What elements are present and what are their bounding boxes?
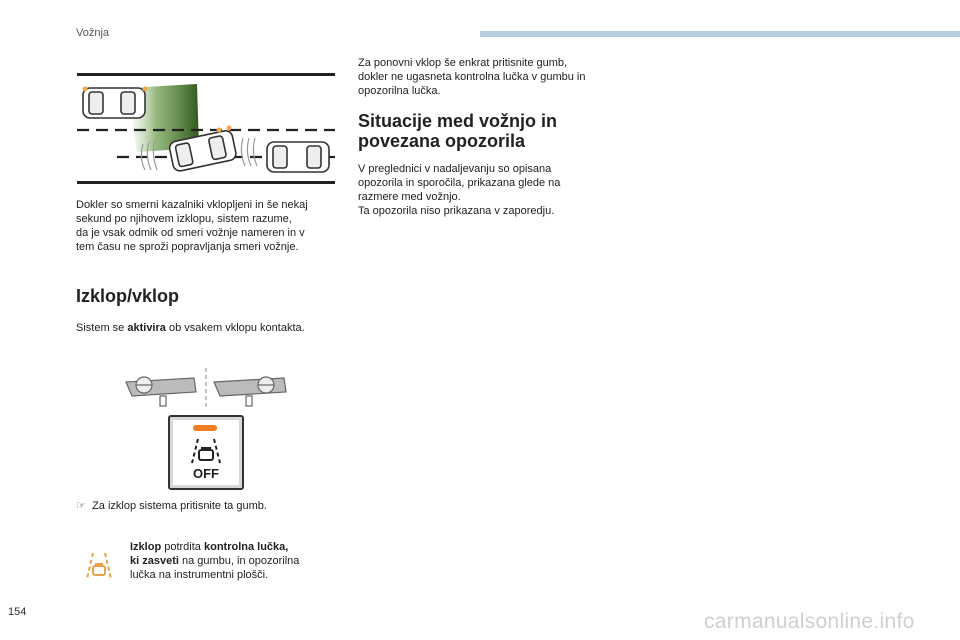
text-line: tem času ne sproži popravljanja smeri vožnje. (76, 241, 299, 253)
lane-assist-off-button[interactable] (168, 415, 244, 490)
lane-change-illustration (77, 76, 335, 180)
text-line: razmere med vožnjo. (358, 191, 461, 203)
car-right (267, 142, 329, 172)
reactivation-paragraph (358, 56, 628, 98)
text-bold: aktivira (127, 322, 166, 334)
dashboard-right (214, 377, 286, 406)
bullet-text: Za izklop sistema pritisnite ta gumb. (92, 500, 267, 512)
signal-light (143, 87, 148, 92)
text-line (130, 554, 340, 568)
watermark: carmanualsonline.info (704, 610, 915, 633)
signal-light (227, 126, 232, 131)
text-line: opozorilna lučka. (358, 85, 441, 97)
text-bold: ki zasveti (130, 555, 179, 567)
dashboard-illustration (124, 368, 289, 410)
text-line: Za ponovni vklop še enkrat pritisnite gumb, (358, 57, 568, 69)
heading-izklop-vklop: Izklop/vklop (76, 286, 180, 306)
text-line (130, 540, 340, 554)
text-line: lučka na instrumentni plošči. (130, 569, 269, 581)
text-line: sekund po njihovem izklopu, sistem razume, (76, 213, 292, 225)
indicator-lamp (193, 425, 217, 431)
text-span: ob vsakem vklopu kontakta. (165, 322, 305, 334)
situations-paragraph (358, 162, 628, 218)
heading-situacije (358, 111, 557, 151)
header-accent-bar (480, 31, 960, 37)
hand-pointer-icon: ☞ (76, 500, 86, 512)
signal-light (217, 128, 222, 133)
text-line: Ta opozorila niso prikazana v zaporedju. (358, 205, 555, 217)
heading-line: Situacije med vožnjo in (358, 111, 558, 131)
car-top (83, 88, 145, 118)
text-line: da je vsak odmik od smeri vožnje nameren in v (76, 227, 305, 239)
lane-car-icon (190, 437, 222, 465)
text-bold: kontrolna lučka, (203, 541, 289, 553)
heading-line: povezana opozorila (358, 131, 526, 151)
text-span: potrdita (161, 541, 204, 553)
bullet-item (76, 499, 267, 513)
figure-bottom-rule (77, 181, 335, 184)
text-span: Sistem se (76, 322, 128, 334)
dashboard-left (126, 377, 196, 406)
activation-sentence (76, 321, 305, 335)
text-span: na gumbu, in opozorilna (178, 555, 300, 567)
section-title: Vožnja (76, 27, 110, 39)
off-label: OFF (193, 466, 219, 481)
off-confirmation-note (130, 540, 340, 582)
text-line: Dokler so smerni kazalniki vklopljeni in še nekaj (76, 199, 308, 211)
text-line: opozorila in sporočila, prikazana glede na (358, 177, 561, 189)
text-line: dokler ne ugasneta kontrolna lučka v gumbu in (358, 71, 586, 83)
text-line: V preglednici v nadaljevanju so opisana (358, 163, 552, 175)
warning-paragraph (76, 198, 346, 254)
lane-departure-warning-icon (84, 551, 114, 581)
page-number: 154 (8, 606, 27, 618)
signal-light (83, 87, 88, 92)
text-bold: Izklop (130, 541, 162, 553)
